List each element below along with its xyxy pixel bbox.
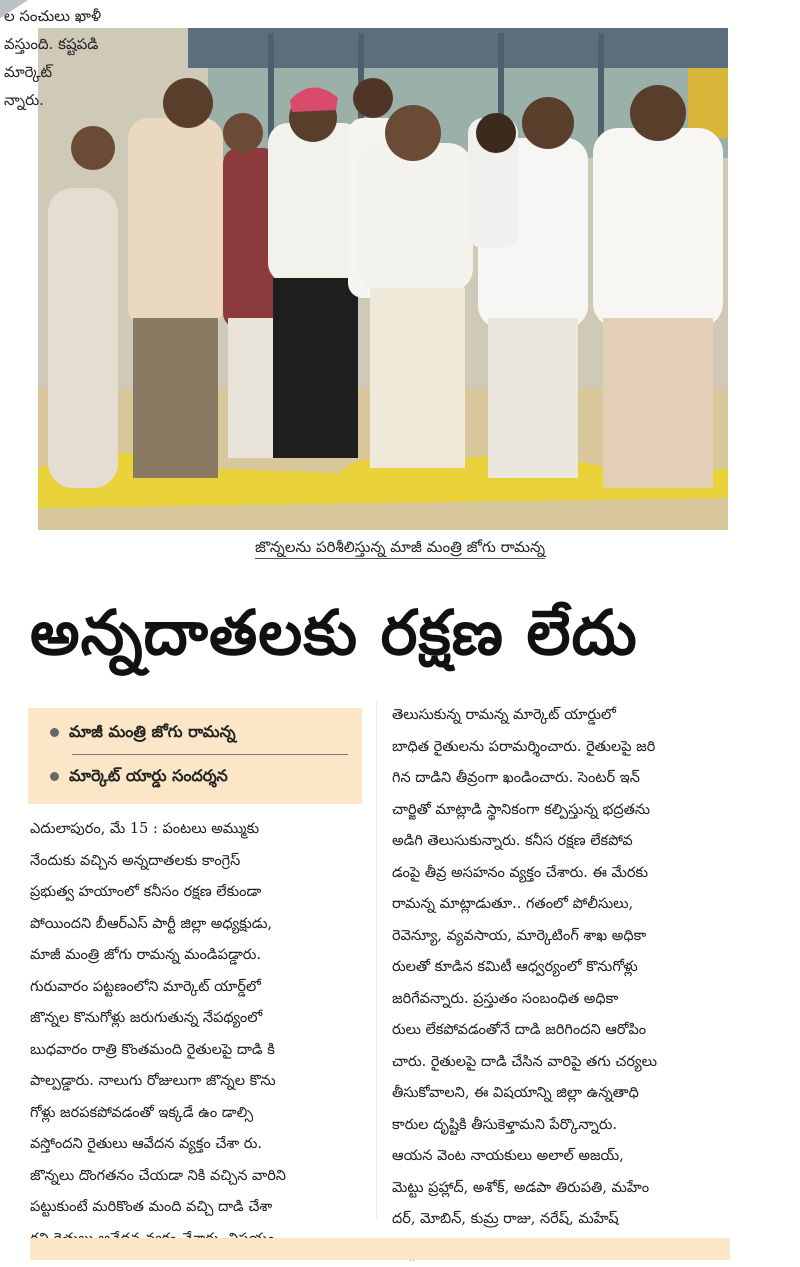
article-headline: అన్నదాతలకు రక్షణ లేదు (30, 596, 770, 684)
body-line: గోళ్లు జరపకపోవడంతో ఇక్కడే ఉం డాల్సి (30, 1098, 362, 1130)
body-line: దర్, మోబిన్, కుమ్ర రాజు, నరేష్, మహేష్ (392, 1204, 732, 1236)
body-line: రామన్న మాట్లాడుతూ.. గతంలో పోలీసులు, (392, 889, 732, 921)
snippet-line: వస్తుంది. కష్టపడి (4, 30, 174, 58)
body-line: డంపై తీవ్ర అసహనం వ్యక్తం చేశారు. ఈ మేరకు (392, 858, 732, 890)
bottom-highlight-strip (30, 1238, 730, 1260)
highlight-item: మార్కెట్ యార్డు సందర్శన (50, 766, 228, 789)
body-line: తెలుసుకున్న రామన్న మార్కెట్ యార్డులో (392, 700, 732, 732)
body-line: జరిగేవన్నారు. ప్రస్తుతం సంబంధిత అధికా (392, 984, 732, 1016)
body-line: జొన్నలు దొంగతనం చేయడా నికి వచ్చిన వారిని (30, 1161, 362, 1193)
body-line: జొన్నల కొనుగోళ్లు జరుగుతున్న నేపథ్యంలో (30, 1003, 362, 1035)
body-line: మాజీ మంత్రి జోగు రామన్న మండిపడ్డారు. (30, 940, 362, 972)
adjacent-article-snippet (0, 0, 200, 200)
body-line: బాధిత రైతులను పరామర్శించారు. రైతులపై జరి (392, 732, 732, 764)
snippet-line: న్నారు. (4, 86, 174, 114)
body-line: రులతో కూడిన కమిటీ ఆధ్వర్యంలో కొనుగోళ్లు (392, 952, 732, 984)
snippet-line: ల సంచులు ఖాళీ (4, 2, 174, 30)
body-line: నేందుకు వచ్చిన అన్నదాతలకు కాంగ్రెస్ (30, 846, 362, 878)
body-line: గిన దాడిని తీవ్రంగా ఖండించారు. సెంటర్ ఇన్ (392, 763, 732, 795)
body-line: వస్తోందని రైతులు ఆవేదన వ్యక్తం చేశా రు. (30, 1129, 362, 1161)
body-line: ప్రభుత్వ హయాంలో కనీసం రక్షణ లేకుండా (30, 877, 362, 909)
body-line: తీసుకోవాలని, ఈ విషయాన్ని జిల్లా ఉన్నతాధి (392, 1078, 732, 1110)
photo-caption-text: జొన్నలను పరిశీలిస్తున్న మాజీ మంత్రి జోగు రామన్న (255, 538, 545, 559)
body-line: చారు. రైతులపై దాడి చేసిన వారిపై తగు చర్యలు (392, 1047, 732, 1079)
highlight-item: మాజీ మంత్రి జోగు రామన్న (50, 722, 236, 745)
body-line: ఆయన వెంట నాయకులు అలాల్ అజయ్, (392, 1141, 732, 1173)
article-body-right-column (392, 700, 732, 1267)
body-line: చార్జితో మాట్లాడి స్థానికంగా కల్పిస్తున్న భద్రతను (392, 795, 732, 827)
body-line: రులు లేకపోవడంతోనే దాడి జరిగిందని ఆరోపిం (392, 1015, 732, 1047)
article-body-left-column (30, 814, 362, 1255)
highlights-divider (72, 754, 348, 755)
photo-caption (0, 538, 800, 560)
body-line: పాల్పడ్డారు. నాలుగు రోజులుగా జొన్నల కొను (30, 1066, 362, 1098)
body-line: కారుల దృష్టికి తీసుకెళ్తామని పేర్కొన్నారు. (392, 1110, 732, 1142)
body-line: రెవెన్యూ, వ్యవసాయ, మార్కెటింగ్ శాఖ అధికా (392, 921, 732, 953)
body-line: పోయిందని బీఆర్ఎస్ పార్టీ జిల్లా అధ్యక్షుడు, (30, 909, 362, 941)
body-line: అడిగి తెలుసుకున్నారు. కనీస రక్షణ లేకపోవ (392, 826, 732, 858)
highlights-box (28, 708, 362, 804)
body-line: మెట్టు ప్రహ్లాద్, అశోక్, అడపా తిరుపతి, మహేం (392, 1173, 732, 1205)
column-divider (376, 700, 377, 1220)
body-line: పట్టుకుంటే మరికొంత మంది వచ్చి దాడి చేశా (30, 1192, 362, 1224)
body-line: బుధవారం రాత్రి కొంతమంది రైతులపై దాడి కి (30, 1035, 362, 1067)
snippet-line: మార్కెట్ (4, 58, 174, 86)
body-line: గురువారం పట్టణంలోని మార్కెట్ యార్డ్‌లో (30, 972, 362, 1004)
body-line: ఎదులాపురం, మే 15 : పంటలు అమ్ముకు (30, 814, 362, 846)
